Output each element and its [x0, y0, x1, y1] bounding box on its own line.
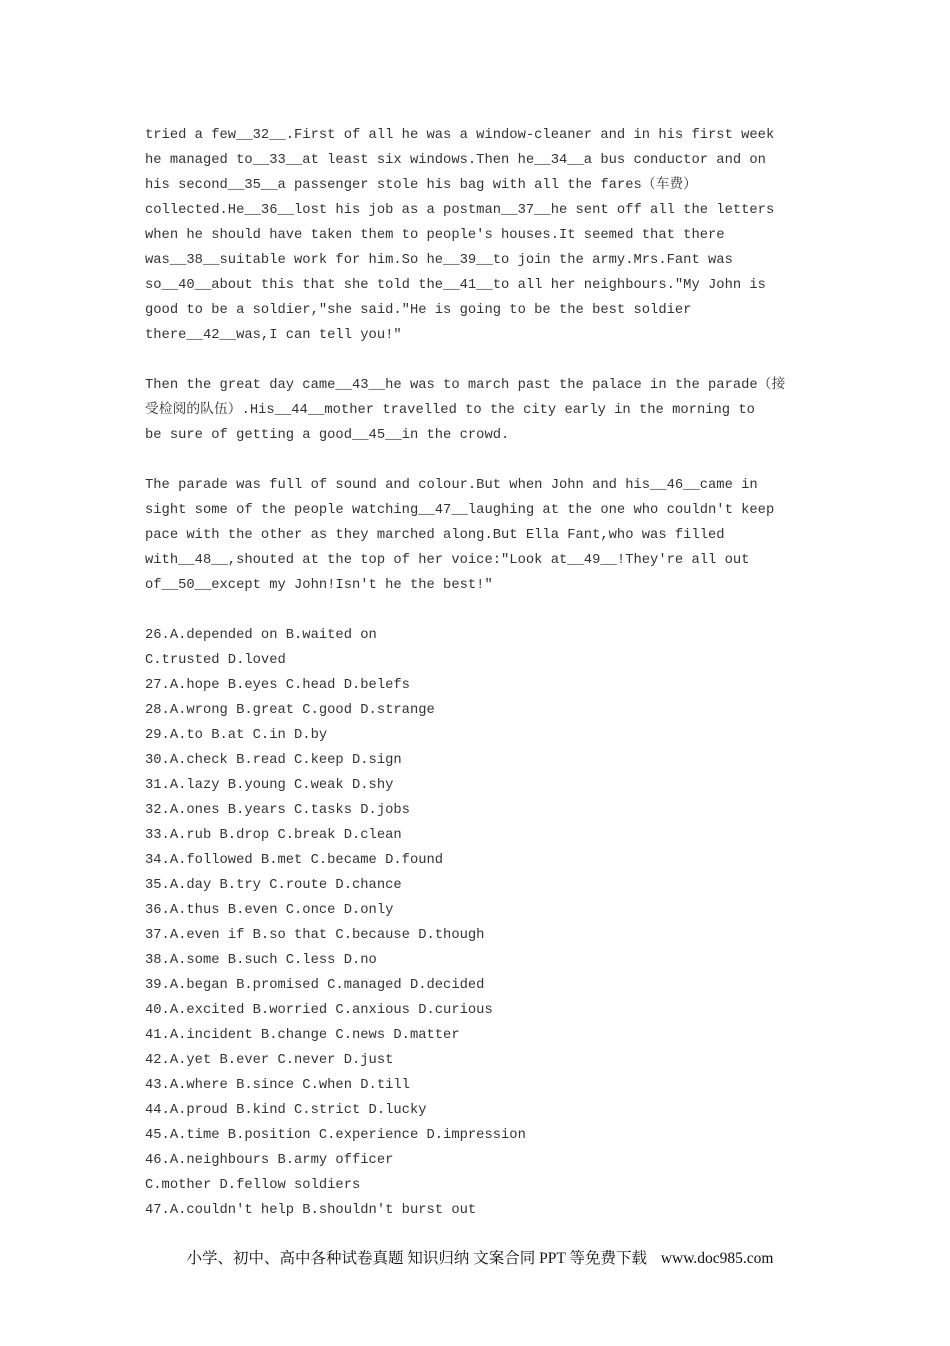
option-line: 29.A.to B.at C.in D.by — [145, 728, 328, 743]
footer-url[interactable]: www.doc985.com — [660, 1250, 774, 1267]
option-line: 28.A.wrong B.great C.good D.strange — [145, 703, 435, 718]
option-line: 30.A.check B.read C.keep D.sign — [145, 753, 402, 768]
footer-banner — [0, 1246, 950, 1268]
option-line: 47.A.couldn't help B.shouldn't burst out — [145, 1203, 477, 1218]
option-line: 33.A.rub B.drop C.break D.clean — [145, 828, 402, 843]
option-line: 44.A.proud B.kind C.strict D.lucky — [145, 1103, 427, 1118]
option-line: 46.A.neighbours B.army officer — [145, 1153, 394, 1168]
passage-line: be sure of getting a good__45__in the crowd. — [145, 428, 510, 443]
option-line: 26.A.depended on B.waited on — [145, 628, 377, 643]
option-line: 39.A.began B.promised C.managed D.decided — [145, 978, 485, 993]
paragraph-gap — [145, 598, 825, 623]
passage-line: pace with the other as they marched along.But Ella Fant,who was filled — [145, 528, 725, 543]
option-line: 41.A.incident B.change C.news D.matter — [145, 1028, 460, 1043]
passage — [145, 123, 825, 623]
option-line: 45.A.time B.position C.experience D.impression — [145, 1128, 526, 1143]
passage-line: 受检阅的队伍）.His__44__mother travelled to the city early in the morning to — [145, 403, 755, 418]
paragraph-gap — [145, 348, 825, 373]
footer-text: 小学、初中、高中各种试卷真题 知识归纳 文案合同 PPT 等免费下载 — [186, 1250, 647, 1267]
passage-line: collected.He__36__lost his job as a postman__37__he sent off all the letters — [145, 203, 775, 218]
document-body — [145, 123, 825, 1223]
passage-line: when he should have taken them to people's houses.It seemed that there — [145, 228, 725, 243]
passage-line: was__38__suitable work for him.So he__39__to join the army.Mrs.Fant was — [145, 253, 733, 268]
passage-line: with__48__,shouted at the top of her voice:"Look at__49__!They're all out — [145, 553, 750, 568]
option-line: 42.A.yet B.ever C.never D.just — [145, 1053, 394, 1068]
option-line: C.mother D.fellow soldiers — [145, 1178, 361, 1193]
passage-line: Then the great day came__43__he was to march past the palace in the parade（接 — [145, 378, 786, 393]
option-line: 37.A.even if B.so that C.because D.though — [145, 928, 485, 943]
option-line: C.trusted D.loved — [145, 653, 286, 668]
options-list — [145, 623, 825, 1223]
passage-line: so__40__about this that she told the__41__to all her neighbours."My John is — [145, 278, 766, 293]
option-line: 32.A.ones B.years C.tasks D.jobs — [145, 803, 410, 818]
passage-line: of__50__except my John!Isn't he the best!" — [145, 578, 493, 593]
passage-line: he managed to__33__at least six windows.Then he__34__a bus conductor and on — [145, 153, 766, 168]
option-line: 43.A.where B.since C.when D.till — [145, 1078, 410, 1093]
passage-line: good to be a soldier,"she said."He is going to be the best soldier — [145, 303, 692, 318]
option-line: 35.A.day B.try C.route D.chance — [145, 878, 402, 893]
option-line: 40.A.excited B.worried C.anxious D.curious — [145, 1003, 493, 1018]
passage-line: tried a few__32__.First of all he was a window-cleaner and in his first week — [145, 128, 775, 143]
passage-line: there__42__was,I can tell you!" — [145, 328, 402, 343]
option-line: 27.A.hope B.eyes C.head D.belefs — [145, 678, 410, 693]
passage-line: The parade was full of sound and colour.But when John and his__46__came in — [145, 478, 758, 493]
option-line: 36.A.thus B.even C.once D.only — [145, 903, 394, 918]
paragraph-gap — [145, 448, 825, 473]
option-line: 34.A.followed B.met C.became D.found — [145, 853, 444, 868]
option-line: 38.A.some B.such C.less D.no — [145, 953, 377, 968]
passage-line: his second__35__a passenger stole his bag with all the fares（车费） — [145, 178, 697, 193]
option-line: 31.A.lazy B.young C.weak D.shy — [145, 778, 394, 793]
passage-line: sight some of the people watching__47__laughing at the one who couldn't keep — [145, 503, 775, 518]
